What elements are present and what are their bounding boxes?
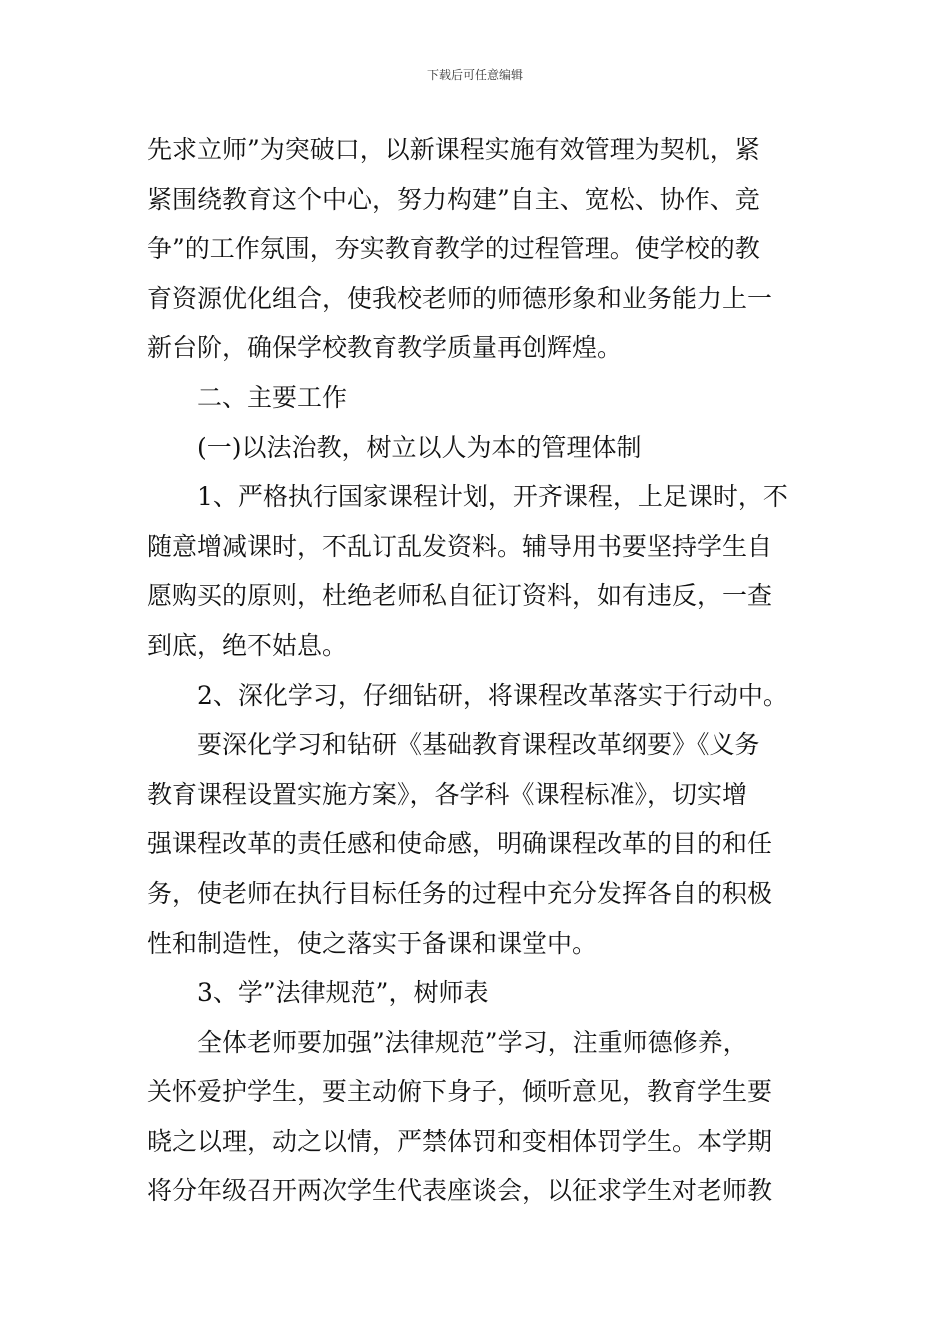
text-line: 到底，绝不姑息。 [147,630,348,660]
subsection-heading: (一)以法治教，树立以人为本的管理体制 [197,432,642,462]
text-line: 晓之以理，动之以情，严禁体罚和变相体罚学生。本学期 [147,1126,773,1156]
text-line: 性和制造性，使之落实于备课和课堂中。 [147,928,598,958]
text-line: 关怀爱护学生，要主动俯下身子，倾听意见，教育学生要 [147,1077,773,1107]
text-line: 争”的工作氛围，夯实教育教学的过程管理。使学校的教 [147,234,760,264]
text-line: 紧围绕教育这个中心，努力构建”自主、宽松、协作、竞 [147,184,760,214]
text-line: 育资源优化组合，使我校老师的师德形象和业务能力上一 [147,283,773,313]
text-line: 教育课程设置实施方案》，各学科《课程标准》，切实增 [147,779,748,809]
text-line: 1、严格执行国家课程计划，开齐课程，上足课时，不 [197,482,788,512]
text-line: 新台阶，确保学校教育教学质量再创辉煌。 [147,333,623,363]
text-line: 强课程改革的责任感和使命感，明确课程改革的目的和任 [147,829,773,859]
text-line: 3、学”法律规范”，树师表 [197,978,489,1008]
text-line: 要深化学习和钻研《基础教育课程改革纲要》《义务 [197,730,760,760]
text-line: 全体老师要加强”法律规范”学习，注重师德修养， [197,1027,748,1057]
text-line: 将分年级召开两次学生代表座谈会，以征求学生对老师教 [147,1176,773,1206]
text-line: 愿购买的原则，杜绝老师私自征订资料，如有违反，一查 [147,581,773,611]
text-line: 随意增减课时，不乱订乱发资料。辅导用书要坚持学生自 [147,531,773,561]
text-line: 务，使老师在执行目标任务的过程中充分发挥各自的积极 [147,878,773,908]
page-header-note: 下载后可任意编辑 [426,68,523,82]
document-body [147,125,812,1216]
text-line: 先求立师”为突破口，以新课程实施有效管理为契机，紧 [147,135,760,164]
section-heading: 二、主要工作 [197,382,348,412]
text-line: 2、深化学习，仔细钻研，将课程改革落实于行动中。 [197,680,788,710]
